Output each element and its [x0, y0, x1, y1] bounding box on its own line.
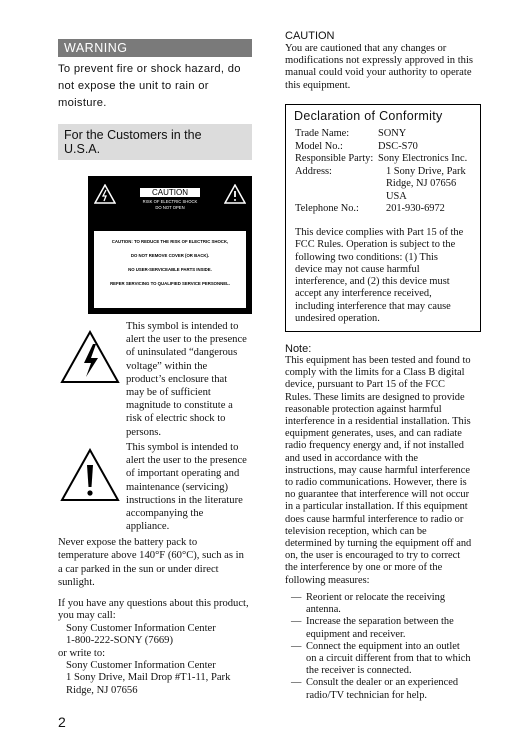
text-line: interference in a residential installation. This — [285, 416, 471, 428]
measure-item — [285, 641, 481, 678]
text-line: determined by turning the equipment off and — [285, 538, 472, 550]
text-line: interference, and (2) this device must — [295, 276, 450, 288]
text-line: in a particular installation. If this equipment — [285, 501, 468, 513]
exclamation-warning-icon — [224, 184, 246, 204]
text-line: This equipment has been tested and found to — [285, 355, 471, 366]
caution-label-title: CAUTION — [140, 188, 200, 197]
mailing-address: Ridge, NJ 07656 — [66, 684, 138, 696]
lightning-symbol-icon — [60, 330, 120, 384]
text-line: accompanying the — [126, 508, 204, 520]
row-value: USA — [386, 190, 407, 202]
measure-item — [285, 592, 481, 616]
text-line: alert the user to the presence — [126, 455, 247, 467]
text-line: television reception, which can be — [285, 525, 427, 537]
dash-bullet: — — [291, 677, 302, 689]
text-line: you may call: — [58, 610, 116, 622]
text-line: a car parked in the sun or under direct — [58, 563, 219, 575]
warning-heading: WARNING — [58, 39, 252, 57]
text-line: If you have any questions about this product, — [58, 598, 249, 609]
text-line: You are cautioned that any changes or — [285, 43, 447, 54]
row-key: Trade Name: — [295, 128, 350, 139]
caution-label-top — [88, 176, 252, 223]
customers-usa-heading — [58, 124, 252, 160]
caution-label-sub — [140, 199, 200, 211]
text-line: does cause harmful interference to radio or — [285, 513, 464, 525]
text-line: magnitude to constitute a — [126, 400, 233, 412]
exclamation-symbol-icon — [60, 448, 120, 502]
text-line: Consult the dealer or an experienced — [306, 677, 459, 689]
text-line: voltage” within the — [126, 360, 208, 372]
text-line: Never expose the battery pack to — [58, 537, 198, 548]
text-line: instructions in the literature — [126, 494, 243, 506]
caution-sub-line: RISK OF ELECTRIC SHOCK — [142, 199, 198, 204]
text-line: and used in accordance with the — [285, 452, 419, 464]
page-number: 2 — [58, 714, 66, 730]
caution-label-panel — [94, 231, 246, 308]
text-line: temperature above 140°F (60°C), such as in — [58, 550, 244, 562]
dash-bullet: — — [291, 640, 302, 652]
text-line: Sony Customer Information Center — [66, 622, 216, 634]
text-line: This symbol is intended to — [126, 442, 239, 453]
text-line: comply with the limits for a Class B digital — [285, 367, 465, 379]
text-line: manual could void your authority to operate — [285, 67, 472, 79]
text-line: equipment generates, uses, and can radiate — [285, 428, 462, 440]
phone-number: 1-800-222-SONY (7669) — [66, 635, 174, 647]
text-line: undesired operation. — [295, 313, 380, 325]
measure-item — [285, 616, 481, 640]
text-line: the interference by one or more of the — [285, 562, 443, 574]
text-line: accept any interference received, — [295, 288, 432, 300]
text-line: appliance. — [126, 521, 170, 533]
text-line: this equipment. — [285, 79, 351, 91]
caution-panel-line: DO NOT REMOVE COVER (OR BACK). — [130, 253, 210, 258]
battery-warning — [58, 536, 258, 590]
text-line: on a circuit different from that to which — [306, 653, 471, 665]
caution-panel-line: REFER SERVICING TO QUALIFIED SERVICE PERSONNEL. — [110, 281, 230, 286]
row-value: 1 Sony Drive, Park — [386, 165, 466, 177]
text-line: instructions, may cause harmful interference — [285, 464, 470, 476]
text-line: no guarantee that interference will not occur — [285, 489, 470, 501]
row-value: Ridge, NJ 07656 — [386, 178, 457, 189]
caution-text — [285, 43, 481, 92]
note-text — [285, 355, 481, 587]
text-line: following two conditions: (1) This — [295, 251, 438, 263]
text-line: including interference that may cause — [295, 300, 451, 312]
text-line: to radio communications. However, there is — [285, 477, 467, 489]
caution-panel-line: CAUTION: TO REDUCE THE RISK OF ELECTRIC SHOCK, — [111, 239, 229, 244]
text-line: maintenance (servicing) — [126, 481, 229, 493]
warning-line: To prevent fire or shock hazard, do — [58, 63, 241, 75]
text-line: alert the user to the presence — [126, 334, 247, 346]
text-line: may be of sufficient — [126, 387, 211, 399]
caution-sub-line: DO NOT OPEN — [155, 205, 185, 210]
text-line: sunlight. — [58, 577, 95, 589]
text-line: radio/TV technician for help. — [306, 689, 427, 701]
text-line: device, pursuant to Part 15 of the FCC — [285, 379, 445, 391]
row-value: DSC-S70 — [378, 140, 418, 152]
text-line: Increase the separation between the — [306, 616, 454, 628]
mailing-address: 1 Sony Drive, Mail Drop #T1-11, Park — [66, 672, 231, 684]
note-heading: Note: — [285, 343, 312, 355]
text-line: device may not cause harmful — [295, 263, 420, 275]
warning-line: moisture. — [58, 97, 107, 109]
exclamation-symbol-description — [126, 441, 276, 533]
row-key: Responsible Party: — [295, 153, 374, 164]
text-line: of uninsulated “dangerous — [126, 347, 238, 359]
customers-heading-line: For the Customers in the — [64, 128, 202, 142]
caution-label-image — [88, 176, 252, 314]
text-line: Rules. These limits are designed to provide — [285, 391, 465, 403]
text-line: FCC Rules. Operation is subject to the — [295, 239, 456, 251]
text-line: radio frequency energy and, if not installed — [285, 440, 464, 452]
dash-bullet: — — [291, 616, 302, 628]
row-value: SONY — [378, 128, 407, 139]
row-key: Address: — [295, 165, 332, 177]
text-line: risk of electric shock to — [126, 413, 226, 425]
text-line: of important operating and — [126, 468, 240, 480]
text-line: the receiver is connected. — [306, 665, 412, 677]
row-key: Model No.: — [295, 140, 343, 152]
text-line: antenna. — [306, 604, 341, 616]
text-line: following measures: — [285, 574, 370, 586]
text-line: persons. — [126, 426, 162, 438]
fcc-compliance-text — [295, 227, 473, 325]
text-line: This symbol is intended to — [126, 321, 239, 332]
warning-line: not expose the unit to rain or — [58, 80, 209, 92]
text-line: modifications not expressly approved in this — [285, 55, 474, 67]
row-value: Sony Electronics Inc. — [378, 153, 468, 164]
customers-heading-line: U.S.A. — [64, 142, 101, 156]
text-line: or write to: — [58, 647, 106, 659]
text-line: reasonable protection against harmful — [285, 403, 442, 415]
measure-item — [285, 677, 481, 701]
text-line: on, the user is encouraged to try to correct — [285, 550, 461, 562]
declaration-of-conformity-box — [285, 104, 481, 332]
text-line: This device complies with Part 15 of the — [295, 227, 464, 238]
text-line: Connect the equipment into an outlet — [306, 640, 460, 652]
declaration-title: Declaration of Conformity — [294, 109, 443, 123]
warning-text — [58, 61, 258, 112]
text-line: product’s enclosure that — [126, 373, 228, 385]
caution-panel-line: NO USER-SERVICEABLE PARTS INSIDE. — [128, 267, 212, 272]
text-line: Sony Customer Information Center — [66, 660, 216, 672]
lightning-symbol-description — [126, 320, 276, 439]
interference-measures-list — [285, 592, 481, 702]
caution-heading: CAUTION — [285, 30, 335, 42]
dash-bullet: — — [291, 592, 302, 603]
row-key: Telephone No.: — [295, 203, 359, 214]
lightning-warning-icon — [94, 184, 116, 204]
text-line: equipment and receiver. — [306, 628, 406, 640]
row-value: 201-930-6972 — [386, 203, 445, 214]
text-line: Reorient or relocate the receiving — [306, 592, 446, 603]
contact-information — [58, 598, 258, 697]
